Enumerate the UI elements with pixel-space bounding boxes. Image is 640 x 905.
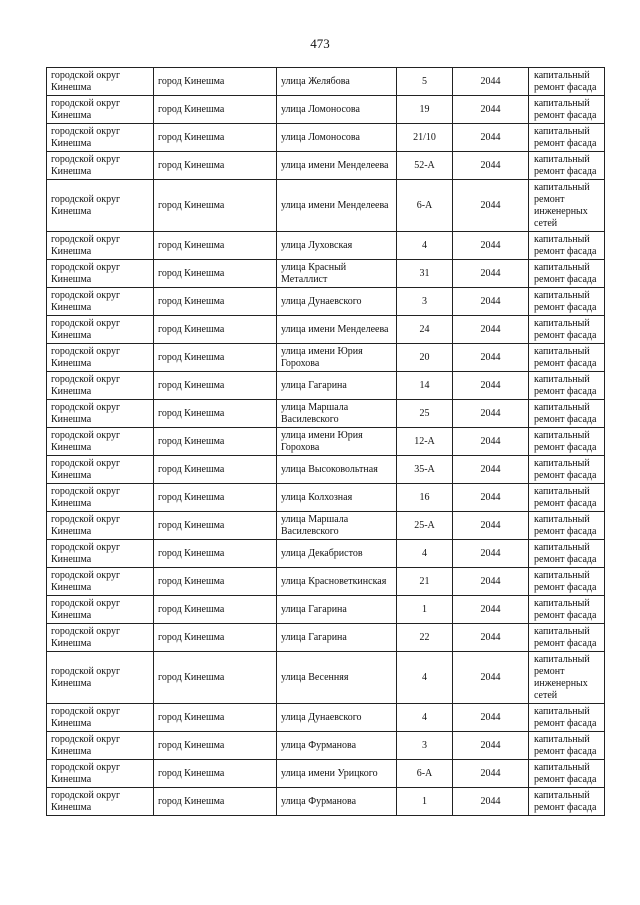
year-cell: 2044 [453,624,529,652]
street-cell: улица имени Менделеева [277,316,397,344]
city-cell: город Кинешма [154,540,277,568]
city-cell: город Кинешма [154,316,277,344]
district-cell: городской округ Кинешма [47,152,154,180]
table-row [47,704,605,732]
year-cell: 2044 [453,260,529,288]
house-number-cell: 24 [397,316,453,344]
year-cell: 2044 [453,124,529,152]
city-cell: город Кинешма [154,68,277,96]
house-number-cell: 1 [397,596,453,624]
work-type-cell: капитальный ремонт фасада [529,596,605,624]
district-cell: городской округ Кинешма [47,456,154,484]
year-cell: 2044 [453,788,529,816]
street-cell: улица Декабристов [277,540,397,568]
street-cell: улица Желябова [277,68,397,96]
house-number-cell: 6-А [397,180,453,232]
year-cell: 2044 [453,344,529,372]
work-type-cell: капитальный ремонт фасада [529,152,605,180]
table-row [47,568,605,596]
house-number-cell: 5 [397,68,453,96]
work-type-cell: капитальный ремонт инженерных сетей [529,180,605,232]
year-cell: 2044 [453,704,529,732]
street-cell: улица Дунаевского [277,288,397,316]
year-cell: 2044 [453,456,529,484]
page-number: 473 [310,36,330,51]
year-cell: 2044 [453,232,529,260]
street-cell: улица Фурманова [277,732,397,760]
district-cell: городской округ Кинешма [47,68,154,96]
table-row [47,372,605,400]
street-cell: улица Высоковольтная [277,456,397,484]
house-number-cell: 22 [397,624,453,652]
street-cell: улица имени Менделеева [277,152,397,180]
year-cell: 2044 [453,400,529,428]
table-row [47,788,605,816]
year-cell: 2044 [453,316,529,344]
district-cell: городской округ Кинешма [47,568,154,596]
house-number-cell: 14 [397,372,453,400]
district-cell: городской округ Кинешма [47,652,154,704]
table-row [47,540,605,568]
table-row [47,260,605,288]
work-type-cell: капитальный ремонт фасада [529,288,605,316]
table-row [47,652,605,704]
city-cell: город Кинешма [154,456,277,484]
district-cell: городской округ Кинешма [47,732,154,760]
street-cell: улица Гагарина [277,372,397,400]
street-cell: улица Колхозная [277,484,397,512]
house-number-cell: 21/10 [397,124,453,152]
work-type-cell: капитальный ремонт фасада [529,316,605,344]
work-type-cell: капитальный ремонт фасада [529,232,605,260]
house-number-cell: 16 [397,484,453,512]
year-cell: 2044 [453,540,529,568]
house-number-cell: 4 [397,540,453,568]
year-cell: 2044 [453,288,529,316]
work-type-cell: капитальный ремонт фасада [529,624,605,652]
district-cell: городской округ Кинешма [47,428,154,456]
work-type-cell: капитальный ремонт фасада [529,456,605,484]
table-row [47,484,605,512]
city-cell: город Кинешма [154,260,277,288]
year-cell: 2044 [453,152,529,180]
street-cell: улица Фурманова [277,788,397,816]
city-cell: город Кинешма [154,124,277,152]
house-number-cell: 1 [397,788,453,816]
city-cell: город Кинешма [154,732,277,760]
district-cell: городской округ Кинешма [47,760,154,788]
work-type-cell: капитальный ремонт фасада [529,568,605,596]
table-row [47,512,605,540]
work-type-cell: капитальный ремонт фасада [529,704,605,732]
district-cell: городской округ Кинешма [47,316,154,344]
district-cell: городской округ Кинешма [47,624,154,652]
year-cell: 2044 [453,68,529,96]
street-cell: улица Маршала Василевского [277,512,397,540]
table-row [47,400,605,428]
district-cell: городской округ Кинешма [47,596,154,624]
city-cell: город Кинешма [154,372,277,400]
year-cell: 2044 [453,732,529,760]
house-number-cell: 6-А [397,760,453,788]
street-cell: улица имени Юрия Горохова [277,344,397,372]
year-cell: 2044 [453,180,529,232]
city-cell: город Кинешма [154,568,277,596]
street-cell: улица имени Урицкого [277,760,397,788]
district-cell: городской округ Кинешма [47,372,154,400]
street-cell: улица Весенняя [277,652,397,704]
work-type-cell: капитальный ремонт фасада [529,732,605,760]
work-type-cell: капитальный ремонт фасада [529,428,605,456]
work-type-cell: капитальный ремонт фасада [529,540,605,568]
street-cell: улица имени Менделеева [277,180,397,232]
year-cell: 2044 [453,428,529,456]
district-cell: городской округ Кинешма [47,288,154,316]
table-row [47,96,605,124]
table-row [47,456,605,484]
work-type-cell: капитальный ремонт инженерных сетей [529,652,605,704]
house-number-cell: 3 [397,288,453,316]
house-number-cell: 31 [397,260,453,288]
street-cell: улица Красноветкинская [277,568,397,596]
capital-repair-table [46,67,605,816]
house-number-cell: 12-А [397,428,453,456]
city-cell: город Кинешма [154,152,277,180]
district-cell: городской округ Кинешма [47,484,154,512]
street-cell: улица Красный Металлист [277,260,397,288]
district-cell: городской округ Кинешма [47,124,154,152]
year-cell: 2044 [453,372,529,400]
year-cell: 2044 [453,760,529,788]
table-row [47,732,605,760]
house-number-cell: 19 [397,96,453,124]
table-row [47,760,605,788]
city-cell: город Кинешма [154,484,277,512]
city-cell: город Кинешма [154,760,277,788]
table-row [47,288,605,316]
table-row [47,152,605,180]
city-cell: город Кинешма [154,96,277,124]
city-cell: город Кинешма [154,704,277,732]
street-cell: улица Маршала Василевского [277,400,397,428]
house-number-cell: 4 [397,232,453,260]
city-cell: город Кинешма [154,232,277,260]
work-type-cell: капитальный ремонт фасада [529,260,605,288]
work-type-cell: капитальный ремонт фасада [529,372,605,400]
table-row [47,428,605,456]
work-type-cell: капитальный ремонт фасада [529,68,605,96]
table-row [47,316,605,344]
table-row [47,180,605,232]
work-type-cell: капитальный ремонт фасада [529,760,605,788]
table-row [47,624,605,652]
district-cell: городской округ Кинешма [47,512,154,540]
district-cell: городской округ Кинешма [47,260,154,288]
city-cell: город Кинешма [154,428,277,456]
district-cell: городской округ Кинешма [47,180,154,232]
city-cell: город Кинешма [154,344,277,372]
table-row [47,596,605,624]
year-cell: 2044 [453,568,529,596]
table-row [47,344,605,372]
year-cell: 2044 [453,596,529,624]
house-number-cell: 25-А [397,512,453,540]
house-number-cell: 25 [397,400,453,428]
work-type-cell: капитальный ремонт фасада [529,484,605,512]
city-cell: город Кинешма [154,400,277,428]
city-cell: город Кинешма [154,596,277,624]
street-cell: улица Гагарина [277,596,397,624]
table-row [47,68,605,96]
city-cell: город Кинешма [154,180,277,232]
district-cell: городской округ Кинешма [47,540,154,568]
year-cell: 2044 [453,512,529,540]
street-cell: улица Дунаевского [277,704,397,732]
work-type-cell: капитальный ремонт фасада [529,512,605,540]
district-cell: городской округ Кинешма [47,344,154,372]
work-type-cell: капитальный ремонт фасада [529,96,605,124]
street-cell: улица Луховская [277,232,397,260]
house-number-cell: 21 [397,568,453,596]
work-type-cell: капитальный ремонт фасада [529,788,605,816]
district-cell: городской округ Кинешма [47,400,154,428]
city-cell: город Кинешма [154,652,277,704]
table-row [47,232,605,260]
house-number-cell: 3 [397,732,453,760]
house-number-cell: 20 [397,344,453,372]
table-row [47,124,605,152]
year-cell: 2044 [453,484,529,512]
city-cell: город Кинешма [154,624,277,652]
year-cell: 2044 [453,96,529,124]
work-type-cell: капитальный ремонт фасада [529,124,605,152]
city-cell: город Кинешма [154,788,277,816]
district-cell: городской округ Кинешма [47,232,154,260]
street-cell: улица Гагарина [277,624,397,652]
street-cell: улица имени Юрия Горохова [277,428,397,456]
house-number-cell: 35-А [397,456,453,484]
street-cell: улица Ломоносова [277,124,397,152]
city-cell: город Кинешма [154,288,277,316]
house-number-cell: 52-А [397,152,453,180]
house-number-cell: 4 [397,652,453,704]
house-number-cell: 4 [397,704,453,732]
work-type-cell: капитальный ремонт фасада [529,400,605,428]
year-cell: 2044 [453,652,529,704]
street-cell: улица Ломоносова [277,96,397,124]
work-type-cell: капитальный ремонт фасада [529,344,605,372]
city-cell: город Кинешма [154,512,277,540]
district-cell: городской округ Кинешма [47,96,154,124]
district-cell: городской округ Кинешма [47,704,154,732]
district-cell: городской округ Кинешма [47,788,154,816]
